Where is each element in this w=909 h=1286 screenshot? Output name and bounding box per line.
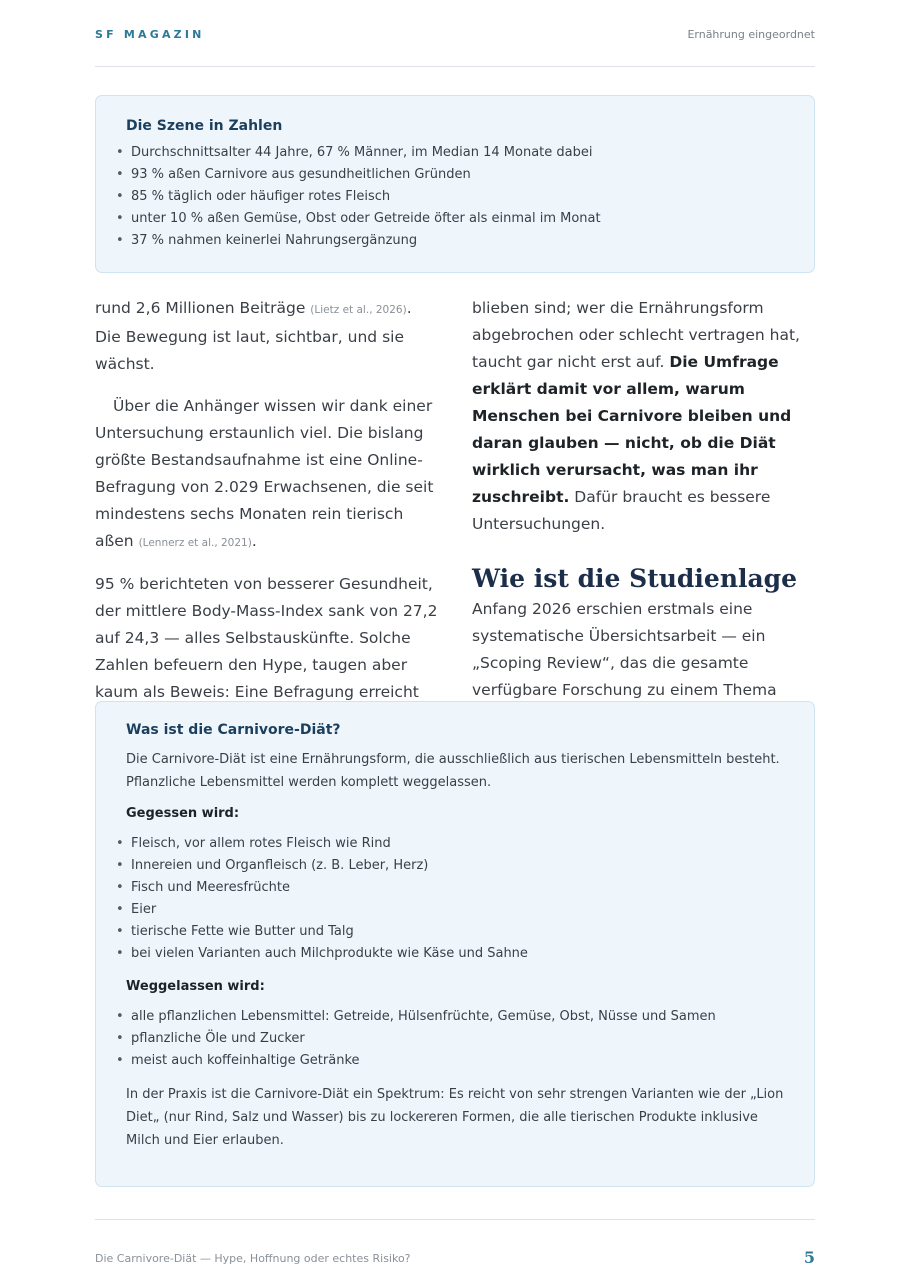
citation: (Lennerz et al., 2021) — [138, 537, 252, 549]
list-item: • meist auch koffeinhaltige Getränke — [96, 1050, 784, 1072]
paragraph-text: Dafür braucht es bessere Untersuchungen. — [472, 488, 771, 533]
paragraph-text: . — [251, 532, 257, 550]
info-outro: In der Praxis ist die Carnivore-Diät ein Spektrum: Es reicht von sehr strengen Varianten wie der „Lion Diet„ (nur Rind, Salz und Wasser) bis zu lockereren Formen, die alle tierischen Produkte inklusive Milch und Eier erlauben. — [126, 1087, 784, 1148]
paragraph — [95, 393, 440, 557]
citation: (Lietz et al., 2026) — [310, 304, 407, 316]
list-item: • tierische Fette wie Butter und Talg — [96, 921, 784, 943]
list-item: • 37 % nahmen keinerlei Nahrungsergänzung — [96, 230, 784, 252]
list-item: • alle pflanzlichen Lebensmittel: Getreide, Hülsenfrüchte, Gemüse, Obst, Nüsse und Samen — [96, 1006, 784, 1028]
page-header — [95, 28, 815, 44]
header-divider — [95, 66, 815, 67]
paragraph — [472, 295, 815, 538]
magazine-brand: SF MAGAZIN — [95, 28, 205, 41]
paragraph-text: Über die Anhänger wissen wir dank einer Untersuchung erstaunlich viel. Die bislang größte Bestandsaufnahme ist eine Online-Befragung von 2.029 Erwachsenen, die seit mindestens sechs Monaten rein tierisch aßen — [95, 397, 434, 550]
list-item: • Eier — [96, 899, 784, 921]
list-item: • Durchschnittsalter 44 Jahre, 67 % Männer, im Median 14 Monate dabei — [96, 142, 784, 164]
paragraph-text: blieben sind; wer die Ernährungsform abgebrochen oder schlecht vertragen hat, taucht gar nicht erst auf. — [472, 299, 800, 371]
paragraph-text: rund 2,6 Millionen Beiträge — [95, 299, 311, 317]
info-box-title: Was ist die Carnivore-Diät? — [126, 722, 341, 738]
stats-box-title: Die Szene in Zahlen — [126, 118, 283, 134]
list-item: • Fisch und Meeresfrüchte — [96, 877, 784, 899]
paragraph: 95 % berichteten von besserer Gesundheit, der mittlere Body-Mass-Index sank von 27,2 auf 24,3 — alles Selbstauskünfte. Solche Zahlen befeuern den Hype, taugen aber kaum als Beweis: Eine Befragung erreicht — [95, 575, 438, 701]
footer-title: Die Carnivore-Diät — Hype, Hoffnung oder echtes Risiko? — [95, 1252, 411, 1265]
section-heading: Wie ist die Studienlage — [472, 564, 798, 593]
info-box — [95, 701, 815, 1187]
omitted-list — [96, 1006, 784, 1072]
list-item: • pflanzliche Öle und Zucker — [96, 1028, 784, 1050]
paragraph-text: Anfang 2026 erschien erstmals eine systematische Übersichtsarbeit — ein „Scoping Review“, das die gesamte verfügbare Forschung zu einem Thema — [472, 600, 777, 699]
page-number: 5 — [803, 1248, 815, 1267]
stats-box — [95, 95, 815, 273]
footer-divider — [95, 1219, 815, 1220]
list-item: • 93 % aßen Carnivore aus gesundheitlichen Gründen — [96, 164, 784, 186]
list-item: • bei vielen Varianten auch Milchprodukte wie Käse und Sahne — [96, 943, 784, 965]
omitted-subheading: Weggelassen wird: — [126, 979, 265, 994]
info-intro: Die Carnivore-Diät ist eine Ernährungsform, die ausschließlich aus tierischen Lebensmitteln besteht. Pflanzliche Lebensmittel werden komplett weggelassen. — [126, 752, 780, 790]
left-column — [95, 295, 440, 733]
paragraph-text: . Die Bewegung ist laut, sichtbar, und sie wächst. — [95, 299, 412, 373]
list-item: • unter 10 % aßen Gemüse, Obst oder Getreide öfter als einmal im Monat — [96, 208, 784, 230]
stats-list — [96, 142, 784, 252]
list-item: • Innereien und Organfleisch (z. B. Leber, Herz) — [96, 855, 784, 877]
list-item: • Fleisch, vor allem rotes Fleisch wie Rind — [96, 833, 784, 855]
section-label: Ernährung eingeordnet — [687, 28, 815, 41]
list-item: • 85 % täglich oder häufiger rotes Fleisch — [96, 186, 784, 208]
right-column — [472, 295, 815, 760]
eaten-subheading: Gegessen wird: — [126, 806, 240, 821]
emphasis: Die Umfrage erklärt damit vor allem, warum Menschen bei Carnivore bleiben und daran glauben — nicht, ob die Diät wirklich verursacht, was man ihr zuschreibt. — [472, 353, 792, 506]
paragraph — [95, 295, 440, 378]
eaten-list — [96, 833, 784, 965]
